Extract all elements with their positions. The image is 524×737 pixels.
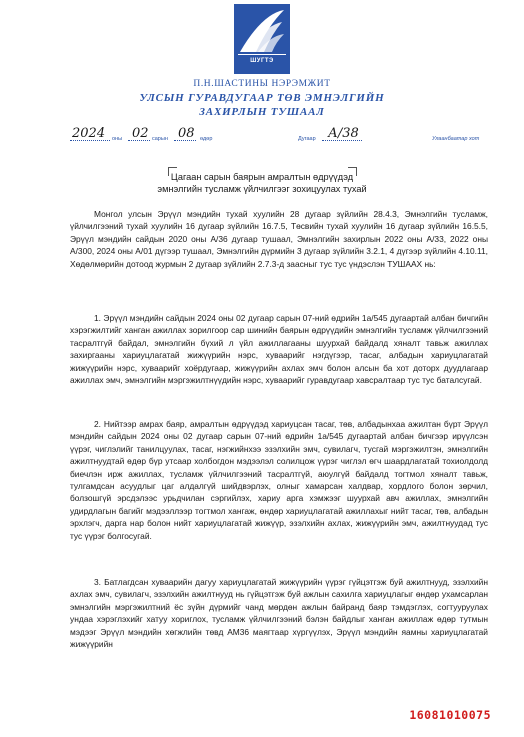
order-number: А/38 xyxy=(328,126,359,141)
date-day-label: өдөр xyxy=(200,136,213,142)
preamble-text: Монгол улсын Эрүүл мэндийн тухай хуулийн 28 дугаар зүйлийн 28.4.3, Эмнэлгийн тусламж, үйлчилгээний тухай хуулийн 16 дугаар зүйлийн 16.7.5, Төсвийн тухай хуулийн 16 дугаар зүйлийн 16.5.5, Эрүүл мэндийн сайдын 2020 оны А/36 дугаар тушаал, Эмнэлгийн захирлын 2022 оны А/33, 2022 оны А/300, 2024 оны А/01 дүгээр тушаал, Эмнэлгийн дүрмийн 3 дугаар зүйлийн 3.2.1, 4 дүгээр зүйлийн 4.10.11, Хөдөлмөрийн дотоод журмын 2 дугаар зүйлийн 2.7.3-д заасныг тус тус үндэслэн ТУШААХ нь: xyxy=(70,209,488,269)
city-label: Улаанбаатар хот xyxy=(432,136,480,142)
item-1-text: 1. Эрүүл мэндийн сайдын 2024 оны 02 дугаар сарын 07-ний өдрийн 1а/545 дугаартай албан бичгийн хэрэгжилтийг ханган ажиллах зорилгоор сар шинийн баярын өдрүүдийн эмнэлгийн тусламж үйлчилгээний тасралтгүй байдал, эмнэлгийн бүхий л үйл ажиллагааны шуурхай байдалд хяналт тавьж ажиллах захиргааны хариуцлагатай жижүүрийн нэрс, хуваарийг нэгдүгээр, тасаг, албадын хариуцлагатай жижүүрийн нэрс, хуваарийг хоёрдугаар, жижүүрийн ахлах эмч болон алсын ба хот доторх дуудлагаар ажиллах эмч, эмнэлгийн мэргэжилтнүүдийн нэрс, хуваарийг гуравдугаар хавсралтаар тус тус баталсугай. xyxy=(70,313,488,386)
item-3-text: 3. Батлагдсан хуваарийн дагуу хариуцлагатай жижүүрийн үүрэг гүйцэтгэж буй ажилтнууд, эзэлхийн ахлах эмч, сувилагч, эзэлхийн ажилтнууд нь гүйцэтгэж буй ажлын сахилга хариуцлагыг өндөр ухамсарлан эмнэлгийн мэргэжилтний ёс зүйн дүрмийг чанд мөрдөн ажлын байранд баяр тэмдэглэх, согтууруулах ундаа хэрэглэхийг хатуу хориглох, тусламж үйлчилгээний бэлэн байдлыг ханган ажиллаж өдөр тутмын мэдээг Эрүүл мэндийн хөгжлийн төвд АМ36 маягтаар хүргүүлэх, Эрүүл мэндийн яамны хариуцлагатай жижүүрийн xyxy=(70,577,488,650)
item-2-paragraph xyxy=(70,418,488,542)
item-1-paragraph xyxy=(70,312,488,386)
date-number-line xyxy=(70,126,490,146)
item-3-paragraph xyxy=(70,576,488,650)
date-month: 02 xyxy=(132,126,149,141)
date-year: 2024 xyxy=(72,126,106,141)
date-month-label: сарын xyxy=(152,136,168,142)
date-day: 08 xyxy=(178,126,195,141)
serial-number: 16081010075 xyxy=(409,708,491,722)
order-title-line1: Цагаан сарын баярын амралтын өдрүүдэд xyxy=(170,172,354,182)
order-title-line2: эмнэлгийн тусламж үйлчилгээг зохицуулах тухай xyxy=(157,184,367,194)
hospital-name: УЛСЫН ГУРАВДУГААР ТӨВ ЭМНЭЛГИЙН xyxy=(139,92,385,104)
order-number-label: Дугаар xyxy=(298,136,316,142)
item-2-text: 2. Нийтээр амрах баяр, амралтын өдрүүдэд хариуцсан тасаг, төв, албадынхаа ажилтан бүрт Эрүүл мэндийн сайдын 2024 оны 02 дугаар сарын 07-ний өдрийн 1а/545 дугаартай албан бичгээр ирүүлсэн үүрэг, чиглэлийг танилцуулах, тасаг, нэгжийнхээ эзэлхийн эмч, сувилагч, тусгай мэргэжилтэн, эмнэлгийн ажилтнуудтай өдөр бүр утсаар холбогдон мэдээлэл солилцож үүрэг чиглэл өгч шаардлагатай тохиолдолд биечлэн ирж ажиллах, тусламж үйлчилгээний тасралтгүй, аюулгүй байдалд тогтмол хяналт тавьж, тулгамдсан асуудлыг цаг алдалгүй шийдвэрлэх, олныг хамарсан халдвар, хордлого болон зөрчил, болзошгүй эрсдэлээс урьдчилан сэргийлэх, хариу арга хэмжээг шуурхай авч ажиллах, эмнэлгийн удирдлагын багийг мэдээллээр тогтмол хангаж, өндөр хариуцлагатай ажиллахыг нийт тасаг, төв, албадын эрхлэгч, дарга нар болон нийт хариуцлагатай жижүүр, эзэлхийн ахлах, жижүүрийн эмч, ажилтнуудад тус тус үүрэг болгосугай. xyxy=(70,419,488,541)
preamble-paragraph xyxy=(70,208,488,270)
order-heading: ЗАХИРЛЫН ТУШААЛ xyxy=(199,106,325,118)
date-year-label: оны xyxy=(112,136,123,142)
institution-name: П.Н.ШАСТИНЫ НЭРЭМЖИТ xyxy=(193,79,331,89)
logo-caption: ШУГТЭ xyxy=(250,58,274,64)
